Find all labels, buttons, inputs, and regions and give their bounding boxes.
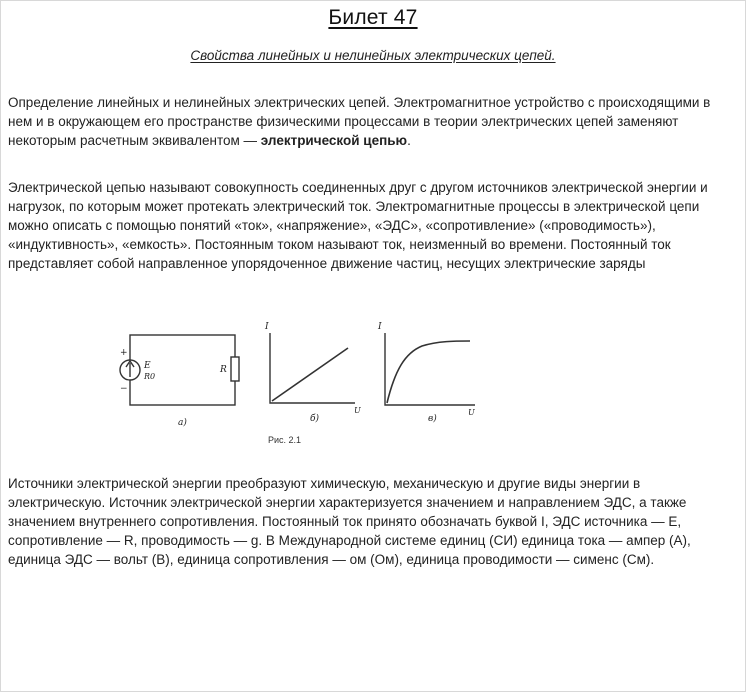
- source-emf-label: E: [144, 361, 151, 371]
- nonlinear-characteristic-curve: [387, 341, 470, 403]
- nonlinear-graph-x-label: U: [468, 408, 475, 417]
- paragraph-circuit-description: Электрической цепью называют совокупность соединенных друг с другом источников электрической энергии и нагрузок, по которым может протекать электрический ток. Электромагнитные процессы в электрической цепи можно описать с помощью понятий «ток», «напряжение», «ЭДС», «сопротивление» («проводимость»), «индуктивность», «емкость». Постоянным током называют ток, неизменный во времени. Постоянный ток представляет собой направленное упорядоченное движение частиц, несущих электрические заряды: [8, 180, 708, 271]
- load-resistor-symbol: [231, 357, 239, 381]
- figure-caption: Рис. 2.1: [268, 435, 302, 445]
- linear-graph-sublabel: б): [310, 414, 320, 424]
- internal-resistance-label: R0: [144, 372, 156, 381]
- paragraph-energy-sources: Источники электрической энергии преобразуют химическую, механическую и другие виды энергии в электрическую. Источник электрической энергии характеризуется значением и направлением ЭДС, а также значением внутреннего сопротивления. Постоянный ток принято обозначать буквой I, ЭДС источника — Е, сопротивление — R, проводимость — g. В Международной системе единиц (СИ) единица тока — ампер (А), единица ЭДС — вольт (В), единица сопротивления — ом (Ом), единица проводимости — сименс (См).: [8, 476, 691, 567]
- paragraph-definition: [8, 93, 738, 150]
- plus-sign: +: [120, 348, 128, 358]
- paragraph-definition-end: .: [407, 133, 411, 148]
- term-electric-circuit: электрической цепью: [260, 133, 408, 148]
- linear-characteristic-curve: [272, 348, 348, 401]
- load-resistance-label: R: [220, 365, 227, 375]
- linear-graph-x-label: U: [354, 406, 361, 415]
- nonlinear-graph: [385, 333, 475, 405]
- nonlinear-graph-y-label: I: [378, 322, 382, 332]
- section-subtitle: Свойства линейных и нелинейных электрических цепей.: [190, 48, 556, 63]
- ticket-title: Билет 47: [328, 6, 418, 29]
- minus-sign: −: [120, 384, 128, 394]
- linear-graph-axes: [270, 333, 355, 403]
- figure-2-1: [110, 315, 490, 460]
- linear-graph: [270, 333, 355, 403]
- circuit-sublabel: а): [178, 418, 187, 428]
- nonlinear-graph-sublabel: в): [428, 414, 437, 424]
- paragraph-definition-text: Определение линейных и нелинейных электрических цепей. Электромагнитное устройство с происходящими в нем и в окружающем его пространстве физическими процессами в теории электрических цепей заменяют некоторым расчетным эквивалентом —: [8, 95, 711, 148]
- linear-graph-y-label: I: [265, 322, 269, 332]
